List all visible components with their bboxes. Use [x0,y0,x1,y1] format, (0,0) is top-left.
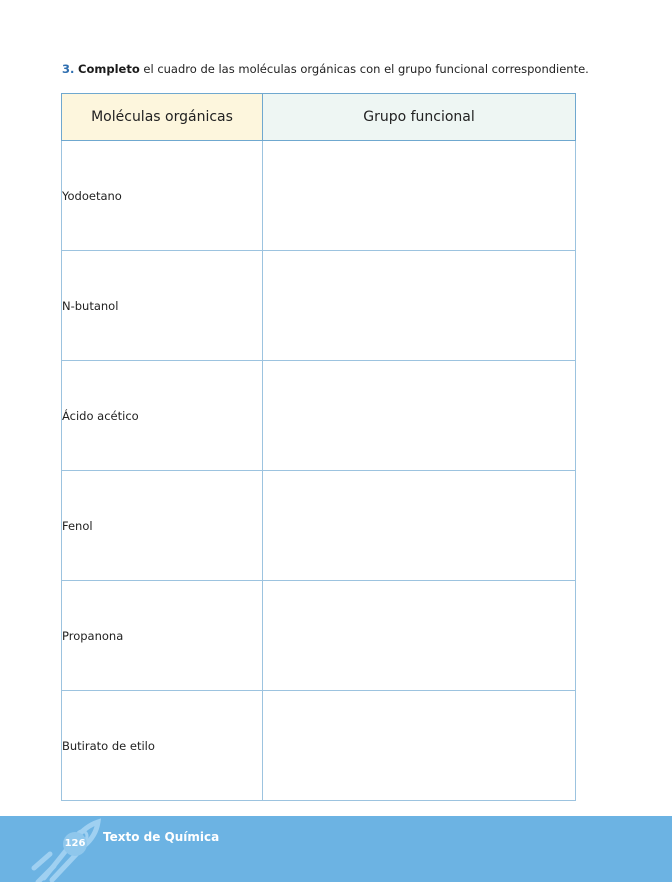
table-row [62,581,576,691]
rocket-icon [24,818,104,884]
page-number: 126 [63,832,87,856]
table-row [62,251,576,361]
activity-instruction [62,62,622,77]
functional-group-answer-cell[interactable] [263,691,576,801]
table-row [62,691,576,801]
activity-number: 3. [62,62,75,76]
instruction-bold-word: Completo [78,62,140,76]
molecule-cell: Butirato de etilo [62,691,263,801]
molecules-table [61,93,576,801]
footer-bottom-strip [0,882,672,886]
molecule-cell: Propanona [62,581,263,691]
table-row [62,471,576,581]
functional-group-answer-cell[interactable] [263,581,576,691]
functional-group-answer-cell[interactable] [263,141,576,251]
functional-group-answer-cell[interactable] [263,251,576,361]
table-header-row [62,94,576,141]
table-row [62,361,576,471]
molecule-cell: N-butanol [62,251,263,361]
molecule-cell: Yodoetano [62,141,263,251]
table-row [62,141,576,251]
functional-group-answer-cell[interactable] [263,471,576,581]
molecule-cell: Fenol [62,471,263,581]
header-molecules: Moléculas orgánicas [62,94,263,141]
functional-group-answer-cell[interactable] [263,361,576,471]
instruction-text: el cuadro de las moléculas orgánicas con el grupo funcional correspondiente. [139,62,589,76]
molecule-cell: Ácido acético [62,361,263,471]
header-functional-group: Grupo funcional [263,94,576,141]
page-footer [0,816,672,886]
book-title: Texto de Química [103,830,220,844]
